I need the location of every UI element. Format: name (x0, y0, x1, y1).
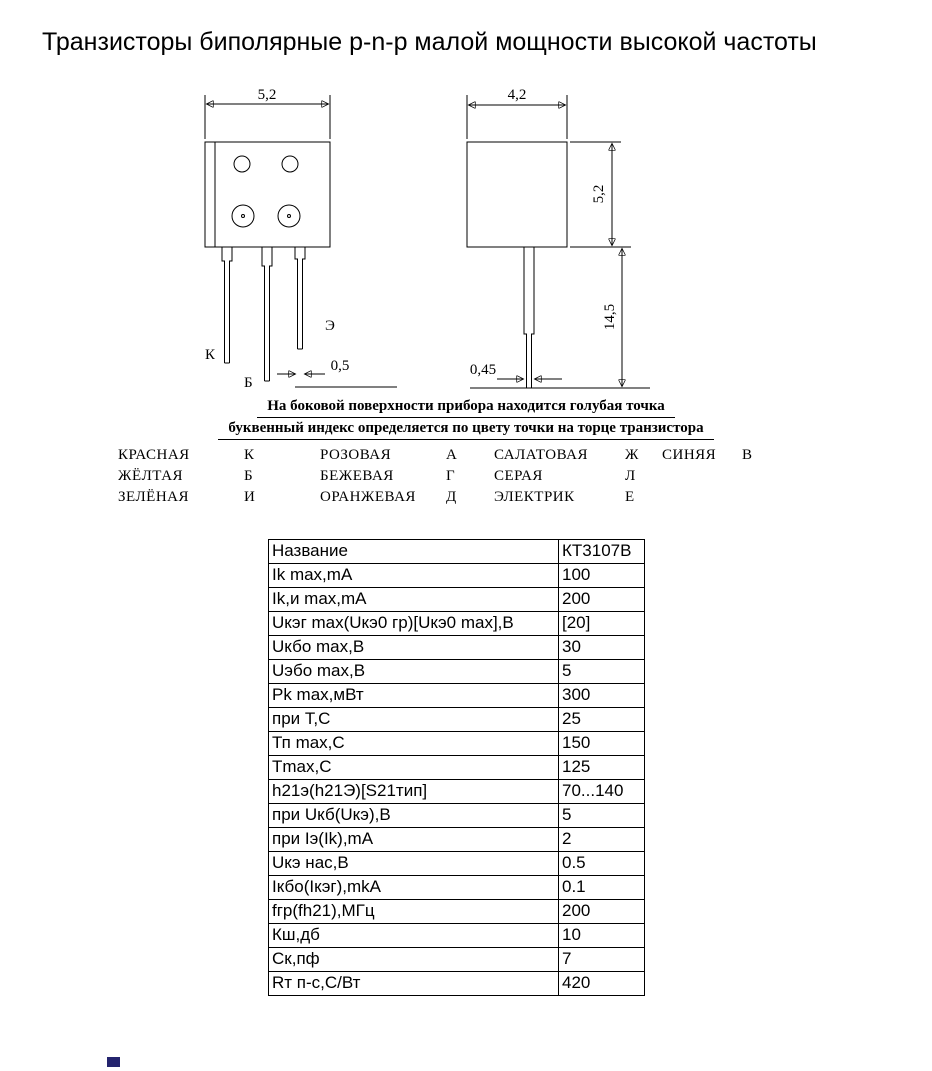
param-value-cell: 5 (559, 804, 645, 828)
color-name (662, 468, 742, 489)
param-name-cell: Ik,и max,mA (269, 588, 559, 612)
side-depth-dimension (467, 87, 567, 139)
param-name-cell: при Uкб(Uкэ),В (269, 804, 559, 828)
param-value-cell: 10 (559, 924, 645, 948)
param-row (269, 540, 645, 564)
front-width-dimension (205, 87, 330, 139)
param-value-cell: 2 (559, 828, 645, 852)
param-row (269, 732, 645, 756)
color-code-letter: И (244, 489, 256, 505)
color-name: САЛАТОВАЯ (494, 447, 588, 463)
package-body-front (205, 142, 330, 247)
param-name-cell: fгр(fh21),МГц (269, 900, 559, 924)
color-code-letter: Е (625, 489, 635, 505)
color-name: ЖЁЛТАЯ (118, 468, 184, 484)
param-name-cell: при Т,С (269, 708, 559, 732)
param-row (269, 612, 645, 636)
note-line-2: буквенный индекс определяется по цвету точки на торце транзистора (218, 418, 713, 440)
pin-label-emitter: Э (325, 318, 335, 334)
dim-body-depth-label: 4,2 (507, 87, 527, 103)
page-corner-mark (107, 1057, 120, 1067)
param-name-cell: Тп max,С (269, 732, 559, 756)
params-table-body (269, 540, 645, 996)
dim-lead-width-label: 0,5 (330, 358, 350, 374)
color-code-letter: Ж (625, 447, 639, 463)
color-code-letter: А (446, 447, 458, 463)
mounting-dot (278, 205, 300, 227)
param-value-cell: 25 (559, 708, 645, 732)
param-value-cell: 70...140 (559, 780, 645, 804)
dim-body-width-label: 5,2 (257, 87, 277, 103)
pin-label-collector: К (205, 347, 216, 363)
param-row (269, 972, 645, 996)
param-name-cell: Uэбо max,В (269, 660, 559, 684)
param-name-cell: Uкэ нас,В (269, 852, 559, 876)
param-value-cell: [20] (559, 612, 645, 636)
front-view-drawing (135, 82, 405, 412)
param-value-cell: 150 (559, 732, 645, 756)
param-row (269, 756, 645, 780)
param-name-cell: Tmax,С (269, 756, 559, 780)
param-name-cell: Pk max,мВт (269, 684, 559, 708)
param-row (269, 900, 645, 924)
color-code-letter: В (742, 447, 753, 463)
param-value-cell: 125 (559, 756, 645, 780)
color-code-letter (742, 468, 778, 489)
param-name-cell: Кш,дб (269, 924, 559, 948)
page-title: Транзисторы биполярные p-n-p малой мощности высокой частоты (42, 28, 817, 56)
param-row (269, 588, 645, 612)
side-lead-thickness-dimension (470, 362, 650, 388)
param-value-cell: 5 (559, 660, 645, 684)
param-value-cell: 30 (559, 636, 645, 660)
color-name: КРАСНАЯ (118, 447, 190, 463)
note-line-1: На боковой поверхности прибора находится голубая точка (257, 396, 675, 418)
color-code-letter: Г (446, 468, 456, 484)
param-row (269, 804, 645, 828)
side-height-dimension (570, 142, 631, 247)
param-row (269, 636, 645, 660)
param-value-cell: 420 (559, 972, 645, 996)
param-row (269, 924, 645, 948)
param-row (269, 564, 645, 588)
color-name: ЭЛЕКТРИК (494, 489, 575, 505)
param-value-cell: 0.1 (559, 876, 645, 900)
param-row (269, 684, 645, 708)
param-value-cell: 200 (559, 588, 645, 612)
param-name-cell: Ik max,mA (269, 564, 559, 588)
dim-lead-thickness-label: 0,45 (469, 362, 497, 378)
param-value-cell: 300 (559, 684, 645, 708)
color-name (662, 489, 742, 510)
param-name-cell: Uкэг max(Uкэ0 гр)[Uкэ0 max],В (269, 612, 559, 636)
color-code-letter: Б (244, 468, 254, 484)
mounting-dot (282, 156, 298, 172)
param-name-cell: Iкбо(Iкэг),mkA (269, 876, 559, 900)
param-value-cell: КТ3107В (559, 540, 645, 564)
side-view-drawing (435, 82, 685, 412)
param-name-cell: Uкбо max,В (269, 636, 559, 660)
param-value-cell: 200 (559, 900, 645, 924)
param-row (269, 876, 645, 900)
package-lead-side (524, 247, 534, 388)
package-body-side (467, 142, 567, 247)
color-code-letter: Л (625, 468, 636, 484)
color-name: ЗЕЛЁНАЯ (118, 489, 189, 505)
param-value-cell: 0.5 (559, 852, 645, 876)
mounting-dot (232, 205, 254, 227)
param-row (269, 708, 645, 732)
param-name-cell: при Iэ(Ik),mA (269, 828, 559, 852)
pin-label-base: Б (244, 375, 253, 391)
color-code-letter (742, 489, 778, 510)
param-row (269, 948, 645, 972)
side-lead-length-dimension (602, 249, 622, 386)
param-row (269, 828, 645, 852)
color-code-grid (118, 447, 778, 510)
color-name: БЕЖЕВАЯ (320, 468, 394, 484)
param-row (269, 852, 645, 876)
dim-body-height-label: 5,2 (591, 184, 607, 204)
color-name: РОЗОВАЯ (320, 447, 392, 463)
mounting-dot (234, 156, 250, 172)
param-row (269, 660, 645, 684)
package-leads-front (222, 247, 305, 381)
param-name-cell: Ск,пф (269, 948, 559, 972)
color-name: СИНЯЯ (662, 447, 717, 463)
param-name-cell: h21э(h21Э)[S21тип] (269, 780, 559, 804)
param-name-cell: Название (269, 540, 559, 564)
color-name: СЕРАЯ (494, 468, 543, 484)
front-lead-width-dimension (277, 358, 397, 387)
notes (0, 396, 932, 440)
color-name: ОРАНЖЕВАЯ (320, 489, 416, 505)
param-value-cell: 100 (559, 564, 645, 588)
param-value-cell: 7 (559, 948, 645, 972)
color-code-letter: К (244, 447, 255, 463)
param-name-cell: Rт п-с,С/Вт (269, 972, 559, 996)
color-code-letter: Д (446, 489, 457, 505)
dim-lead-length-label: 14,5 (602, 303, 618, 331)
param-row (269, 780, 645, 804)
params-table (268, 539, 645, 996)
